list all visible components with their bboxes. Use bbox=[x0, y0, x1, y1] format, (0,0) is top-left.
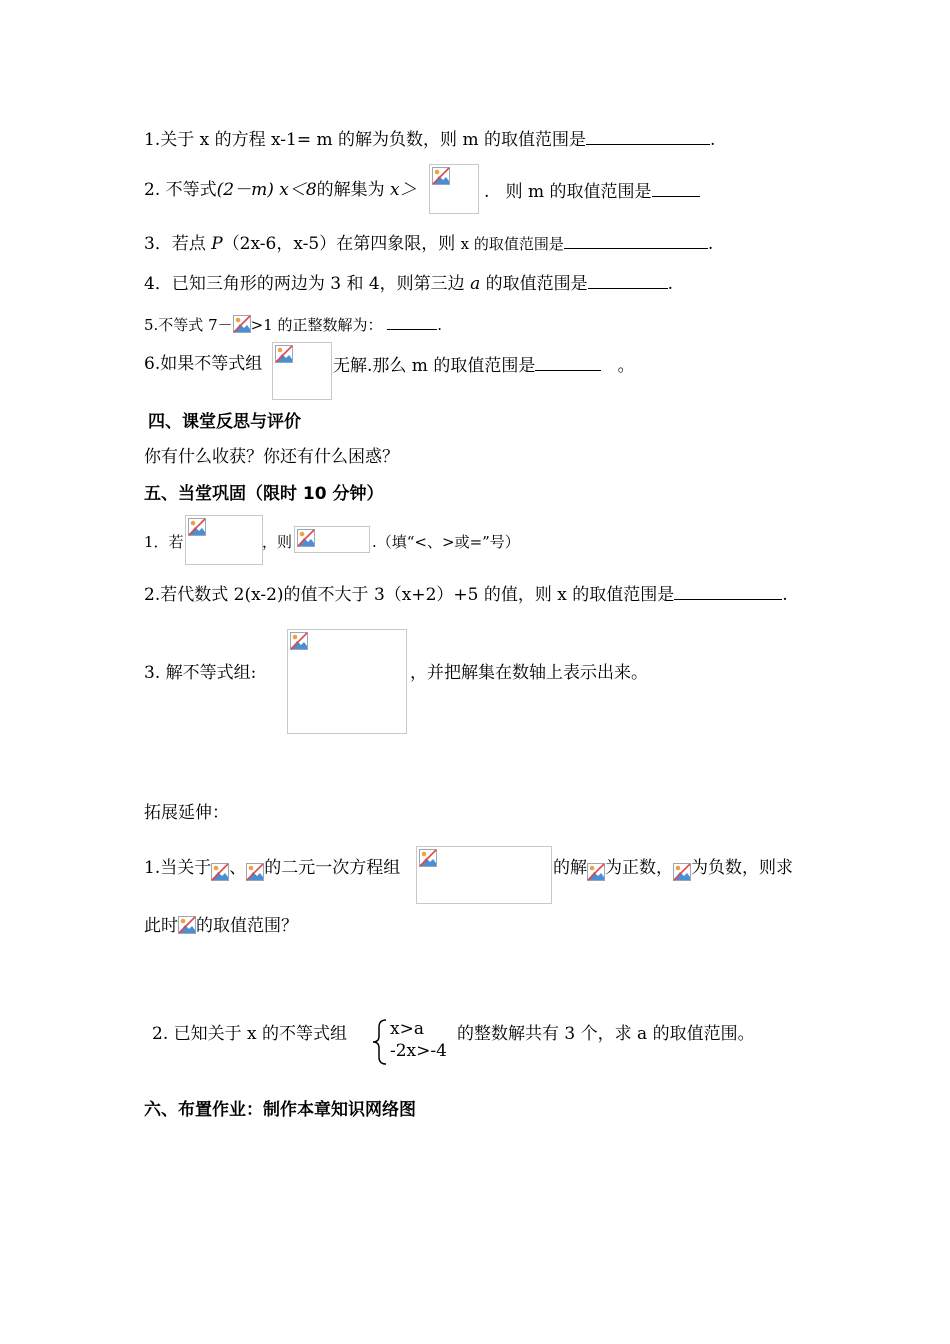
question-4: 4．已知三角形的两边为 3 和 4，则第三边 a 的取值范围是 . bbox=[144, 274, 674, 294]
broken-image-icon bbox=[290, 632, 308, 650]
broken-image-icon bbox=[587, 863, 605, 881]
inline-formula-image bbox=[211, 863, 229, 881]
question-3: 3．若点 P（2x-6，x-5）在第四象限，则 x 的取值范围是 . bbox=[144, 234, 714, 254]
answer-blank bbox=[652, 180, 700, 197]
extension-2-prefix: 2. 已知关于 x 的不等式组 bbox=[152, 1024, 348, 1044]
system-line-1: x>a bbox=[390, 1019, 424, 1039]
broken-image-icon bbox=[432, 167, 450, 185]
question-2-tail: . 则 m 的取值范围是 bbox=[484, 180, 700, 202]
broken-image-icon bbox=[673, 863, 691, 881]
inline-formula-image bbox=[587, 863, 605, 881]
broken-image-icon bbox=[246, 863, 264, 881]
practice-3-prefix: 3. 解不等式组: bbox=[144, 663, 257, 683]
practice-1-mid: ，则 bbox=[262, 533, 293, 551]
extension-1-line-1a: 1.当关于 、 的二元一次方程组 bbox=[144, 858, 400, 881]
system-line-2: -2x>-4 bbox=[390, 1041, 447, 1061]
formula-image bbox=[294, 526, 370, 553]
inequality-system bbox=[370, 1018, 450, 1068]
inline-formula-image bbox=[246, 863, 264, 881]
formula-image bbox=[416, 846, 552, 904]
extension-1-line-2: 此时 的取值范围？ bbox=[144, 916, 298, 936]
answer-blank bbox=[387, 313, 437, 330]
section-6-title: 六、布置作业：制作本章知识网络图 bbox=[144, 1100, 416, 1120]
inline-formula-image bbox=[233, 315, 251, 333]
answer-blank bbox=[535, 354, 601, 371]
extension-2-tail: 的整数解共有 3 个，求 a 的取值范围。 bbox=[457, 1024, 755, 1044]
broken-image-icon bbox=[188, 518, 206, 536]
broken-image-icon bbox=[297, 529, 315, 547]
broken-image-icon bbox=[178, 916, 196, 934]
answer-blank bbox=[564, 232, 708, 249]
question-6-tail: 无解.那么 m 的取值范围是 。 bbox=[333, 356, 635, 376]
question-5: 5.不等式 7－ >1 的正整数解为： . bbox=[144, 313, 442, 335]
practice-1-prefix: 1．若 bbox=[144, 533, 184, 551]
extension-1-line-1b: 的解 为正数， 为负数，则求 bbox=[553, 858, 793, 881]
broken-image-icon bbox=[419, 849, 437, 867]
section-4-title: 四、课堂反思与评价 bbox=[148, 412, 301, 432]
broken-image-icon bbox=[233, 315, 251, 333]
answer-blank bbox=[586, 128, 710, 145]
practice-2: 2.若代数式 2(x-2)的值不大于 3（x+2）+5 的值，则 x 的取值范围是 . bbox=[144, 585, 788, 605]
broken-image-icon bbox=[211, 863, 229, 881]
formula-image bbox=[287, 629, 407, 734]
formula-image bbox=[185, 515, 263, 565]
left-brace-icon bbox=[370, 1018, 390, 1066]
practice-3-tail: ，并把解集在数轴上表示出来。 bbox=[410, 663, 648, 683]
formula-image bbox=[429, 164, 479, 214]
question-6: 6.如果不等式组 bbox=[144, 354, 263, 374]
inline-formula-image bbox=[178, 916, 196, 934]
answer-blank bbox=[588, 272, 668, 289]
extension-title: 拓展延伸： bbox=[144, 803, 229, 823]
reflection-question: 你有什么收获？你还有什么困惑？ bbox=[144, 447, 399, 467]
broken-image-icon bbox=[275, 345, 293, 363]
section-5-title: 五、当堂巩固（限时 10 分钟） bbox=[144, 484, 384, 504]
inline-formula-image bbox=[673, 863, 691, 881]
answer-blank bbox=[674, 583, 782, 600]
question-1: 1.关于 x 的方程 x-1= m 的解为负数，则 m 的取值范围是 . bbox=[144, 130, 716, 150]
practice-1-tail: .（填“<、>或=”号） bbox=[372, 533, 520, 551]
question-2: 2. 不等式(2－m) x＜8的解集为 x＞ bbox=[144, 180, 417, 200]
formula-image bbox=[272, 342, 332, 400]
